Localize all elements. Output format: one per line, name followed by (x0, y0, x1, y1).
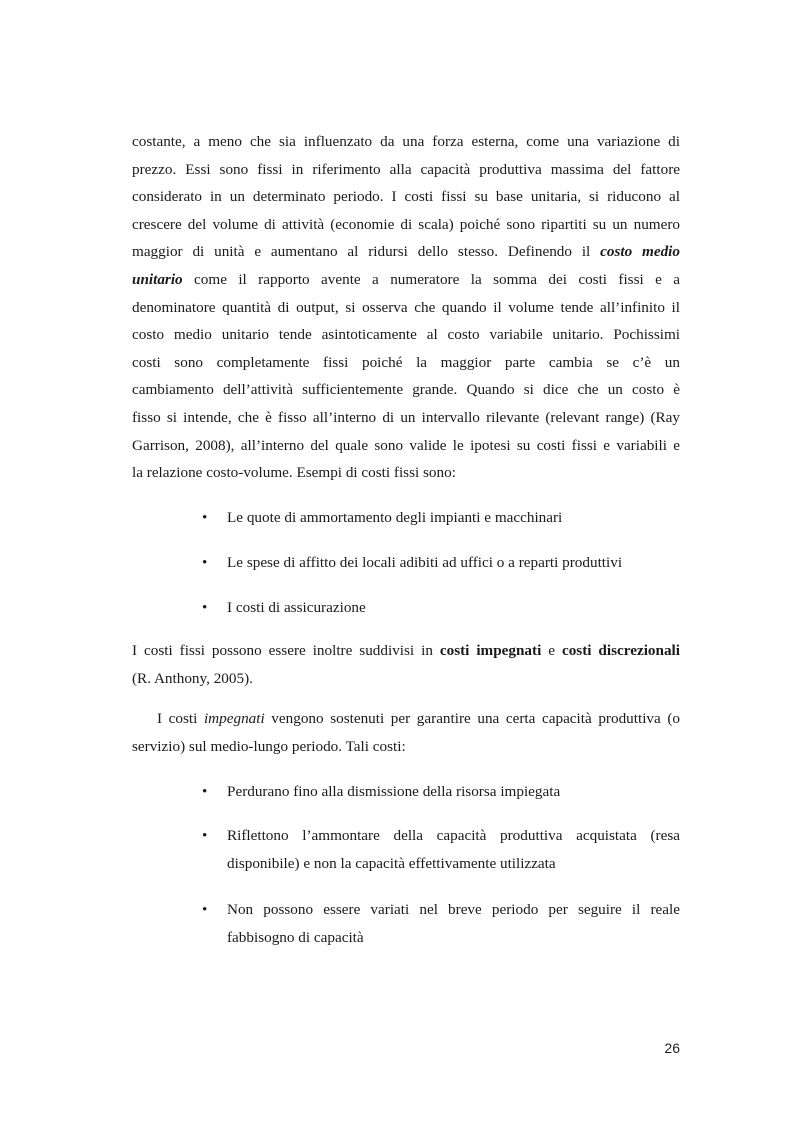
list-item (132, 822, 680, 877)
list-item (132, 896, 680, 951)
text-line: (R. Anthony, 2005). (132, 669, 253, 687)
bullet-icon: • (202, 783, 208, 800)
list-item (132, 504, 680, 532)
committed-cost-traits-list (132, 896, 680, 951)
term-unitario: unitario (132, 270, 183, 288)
text-line: Non possono essere variati nel breve periodo per seguire il reale (227, 901, 680, 918)
text-line: costo medio unitario tende asintoticamente al costo variabile unitario. Pochissimi (132, 326, 680, 344)
text-line: disponibile) e non la capacità effettivamente utilizzata (227, 854, 556, 872)
paragraph-cost-subdivision (132, 637, 680, 692)
list-item-text (227, 822, 680, 877)
text-line (132, 705, 680, 733)
paragraph-committed-costs (132, 705, 680, 760)
list-item-text: I costi di assicurazione (227, 599, 366, 616)
bullet-icon: • (202, 827, 208, 844)
term-costo-medio: costo medio (600, 243, 680, 261)
term-costi-discrezionali: costi discrezionali (561, 642, 680, 659)
term-costi-impegnati: costi impegnati (439, 642, 542, 659)
list-item (132, 594, 680, 622)
text-line: fabbisogno di capacità (227, 928, 364, 946)
list-item-text: Perdurano fino alla dismissione della risorsa impiegata (227, 783, 561, 800)
committed-cost-traits-list (132, 778, 680, 806)
paragraph-fixed-costs (132, 128, 680, 487)
fixed-cost-examples-list (132, 549, 680, 577)
term-impegnati: impegnati (203, 710, 265, 727)
text-line: fisso si intende, che è fisso all’interno di un intervallo rilevante (relevant range) (Ray (132, 408, 680, 426)
text-run: I costi (157, 710, 204, 727)
fixed-cost-examples-list (132, 504, 680, 532)
page-number: 26 (664, 1040, 680, 1056)
text-run: vengono sostenuti per garantire una certa capacità produttiva (o (264, 710, 681, 727)
text-line (132, 266, 680, 294)
text-line: denominatore quantità di output, si osserva che quando il volume tende all’infinito il (132, 298, 680, 316)
text-run: come il rapporto avente a numeratore la somma dei costi fissi e a (182, 270, 680, 288)
text-run: maggior di unità e aumentano al ridursi dello stesso. Definendo il (132, 243, 601, 261)
bullet-icon: • (202, 509, 208, 526)
text-line: considerato in un determinato periodo. I costi fissi su base unitaria, si riducono al (132, 188, 680, 206)
text-line: la relazione costo-volume. Esempi di costi fissi sono: (132, 464, 456, 482)
list-item (132, 778, 680, 806)
text-line (132, 637, 680, 665)
bullet-icon: • (202, 554, 208, 571)
text-line: servizio) sul medio-lungo periodo. Tali costi: (132, 737, 406, 755)
list-item-text (227, 896, 680, 951)
text-line: costi sono completamente fissi poiché la maggior parte cambia se c’è un (132, 353, 680, 371)
list-item-text: Le spese di affitto dei locali adibiti ad uffici o a reparti produttivi (227, 554, 623, 571)
bullet-icon: • (202, 599, 208, 616)
fixed-cost-examples-list (132, 594, 680, 622)
text-line (132, 238, 680, 266)
text-line: costante, a meno che sia influenzato da una forza esterna, come una variazione di (132, 133, 680, 150)
list-item-text: Le quote di ammortamento degli impianti e macchinari (227, 509, 563, 526)
text-run: I costi fissi possono essere inoltre suddivisi in (132, 642, 440, 659)
text-line: crescere del volume di attività (economie di scala) poiché sono ripartiti su un numero (132, 215, 680, 233)
committed-cost-traits-list (132, 822, 680, 877)
text-line: Riflettono l’ammontare della capacità produttiva acquistata (resa (227, 827, 680, 844)
text-line: cambiamento dell’attività sufficientemente grande. Quando si dice che un costo è (132, 381, 680, 399)
text-line: Garrison, 2008), all’interno del quale sono valide le ipotesi su costi fissi e variabili e (132, 436, 680, 454)
text-run: e (541, 642, 562, 659)
text-line: prezzo. Essi sono fissi in riferimento alla capacità produttiva massima del fattore (132, 160, 680, 178)
bullet-icon: • (202, 901, 208, 918)
list-item (132, 549, 680, 577)
